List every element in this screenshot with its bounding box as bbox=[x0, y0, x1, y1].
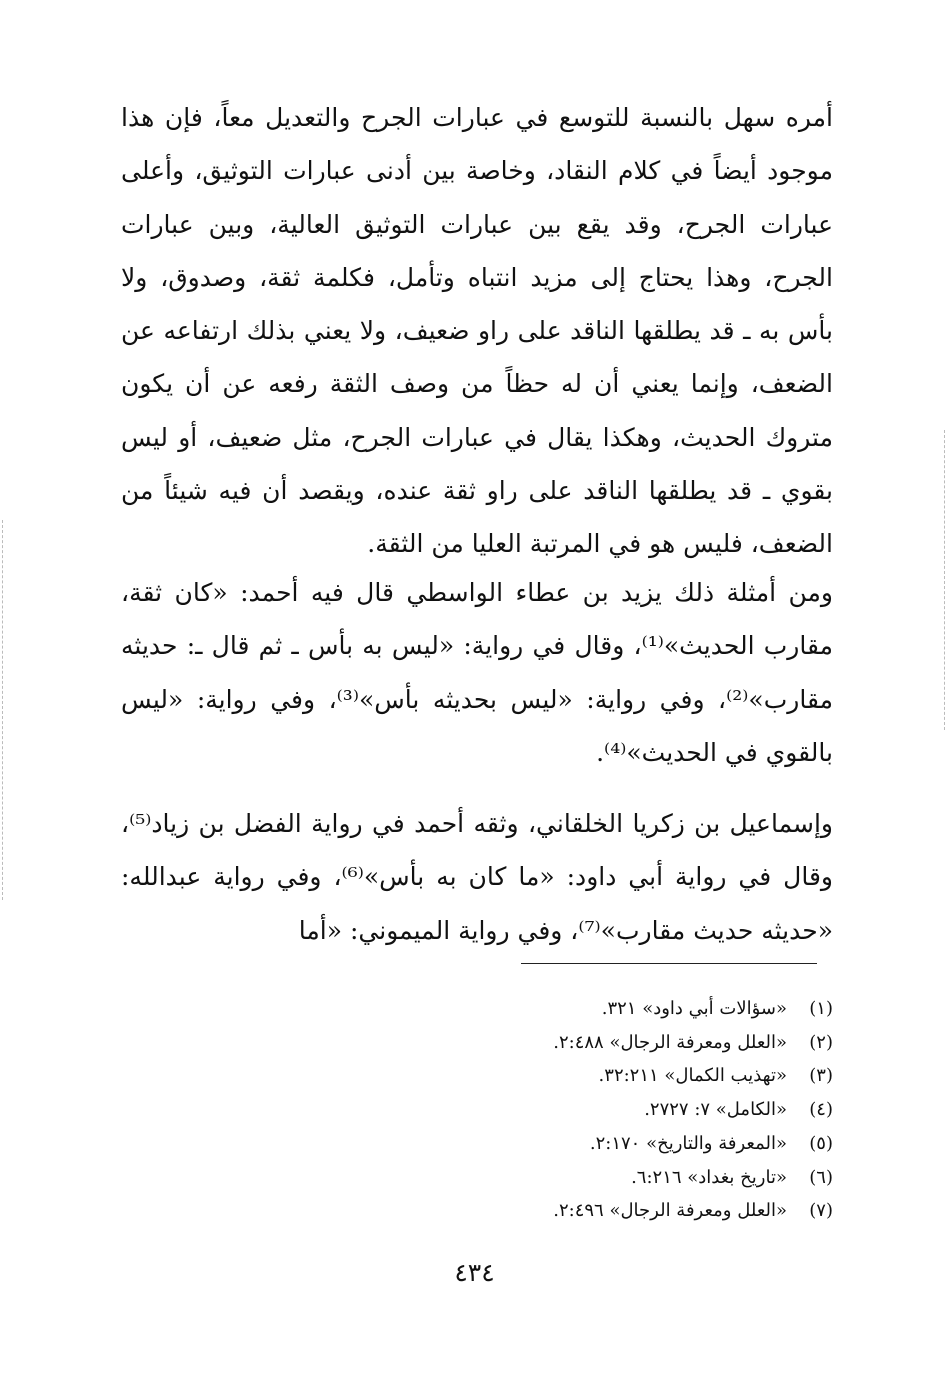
footnote-number: (٦) bbox=[809, 1166, 833, 1188]
footnote-text: «الكامل» ٧: ٢٧٢٧. bbox=[644, 1099, 787, 1121]
scan-edge-left bbox=[2, 520, 3, 900]
footnotes-list bbox=[300, 992, 833, 1228]
body-paragraph-1: أمره سهل بالنسبة للتوسع في عبارات الجرح والتعديل معاً، فإن هذا موجود أيضاً في كلام النقاد، وخاصة بين أدنى عبارات التوثيق، وأعلى عبارات الجرح، وقد يقع بين عبارات التوثيق العالية، وبين عبارات الجرح، وهذا يحتاج إلى مزيد انتباه وتأمل، فكلمة ثقة، وصدوق، ولا بأس به ـ قد يطلقها الناقد على راو ضعيف، ولا يعني بذلك ارتفاعه عن الضعف، وإنما يعني أن له حظاً من وصف الثقة رفعه عن أن يكون متروك الحديث، وهكذا يقال في عبارات الجرح، مثل ضعيف، أو ليس بقوي ـ قد يطلقها الناقد على راو ثقة عنده، ويقصد أن فيه شيئاً من الضعف، فليس هو في المرتبة العليا من الثقة. bbox=[121, 103, 833, 559]
footnote-text: «العلل ومعرفة الرجال» ٢:٤٨٨. bbox=[553, 1031, 787, 1053]
footnote bbox=[300, 1161, 833, 1195]
footnote bbox=[300, 1093, 833, 1127]
footnote bbox=[300, 1059, 833, 1093]
footnote bbox=[300, 1127, 833, 1161]
footnote-text: «المعرفة والتاريخ» ٢:١٧٠. bbox=[589, 1132, 787, 1154]
footnote bbox=[300, 1194, 833, 1228]
page-number: ٤٣٤ bbox=[454, 1258, 495, 1287]
scan-edge-right bbox=[944, 430, 945, 730]
footnote-number: (٧) bbox=[809, 1200, 833, 1222]
footnote-number: (٢) bbox=[809, 1031, 833, 1053]
footnote bbox=[300, 992, 833, 1026]
footnote-number: (٥) bbox=[809, 1132, 833, 1154]
footnote-number: (٤) bbox=[809, 1099, 833, 1121]
footnote bbox=[300, 1026, 833, 1060]
body-paragraph-3: وإسماعيل بن زكريا الخلقاني، وثقه أحمد في رواية الفضل بن زياد⁽⁵⁾، وقال في رواية أبي داود: «ما كان به بأس»⁽⁶⁾، وفي رواية عبدالله: «حديثه حديث مقارب»⁽⁷⁾، وفي رواية الميموني: «أما bbox=[121, 809, 833, 945]
footnote-text: «تاريخ بغداد» ٦:٢١٦. bbox=[631, 1166, 787, 1188]
body-paragraph-2: ومن أمثلة ذلك يزيد بن عطاء الواسطي قال فيه أحمد: «كان ثقة، مقارب الحديث»⁽¹⁾، وقال في رواية: «ليس به بأس ـ ثم قال ـ: حديثه مقارب»⁽²⁾، وفي رواية: «ليس بحديثه بأس»⁽³⁾، وفي رواية: «ليس بالقوي في الحديث»⁽⁴⁾. bbox=[121, 578, 833, 767]
footnote-text: «تهذيب الكمال» ٣٢:٢١١. bbox=[598, 1065, 787, 1087]
footnote-number: (٣) bbox=[809, 1065, 833, 1087]
footnote-number: (١) bbox=[809, 998, 833, 1019]
footnote-text: «العلل ومعرفة الرجال» ٢:٤٩٦. bbox=[553, 1200, 787, 1222]
footnote-text: «سؤالات أبي داود» ٣٢١. bbox=[601, 998, 787, 1019]
footnote-separator bbox=[521, 963, 817, 964]
